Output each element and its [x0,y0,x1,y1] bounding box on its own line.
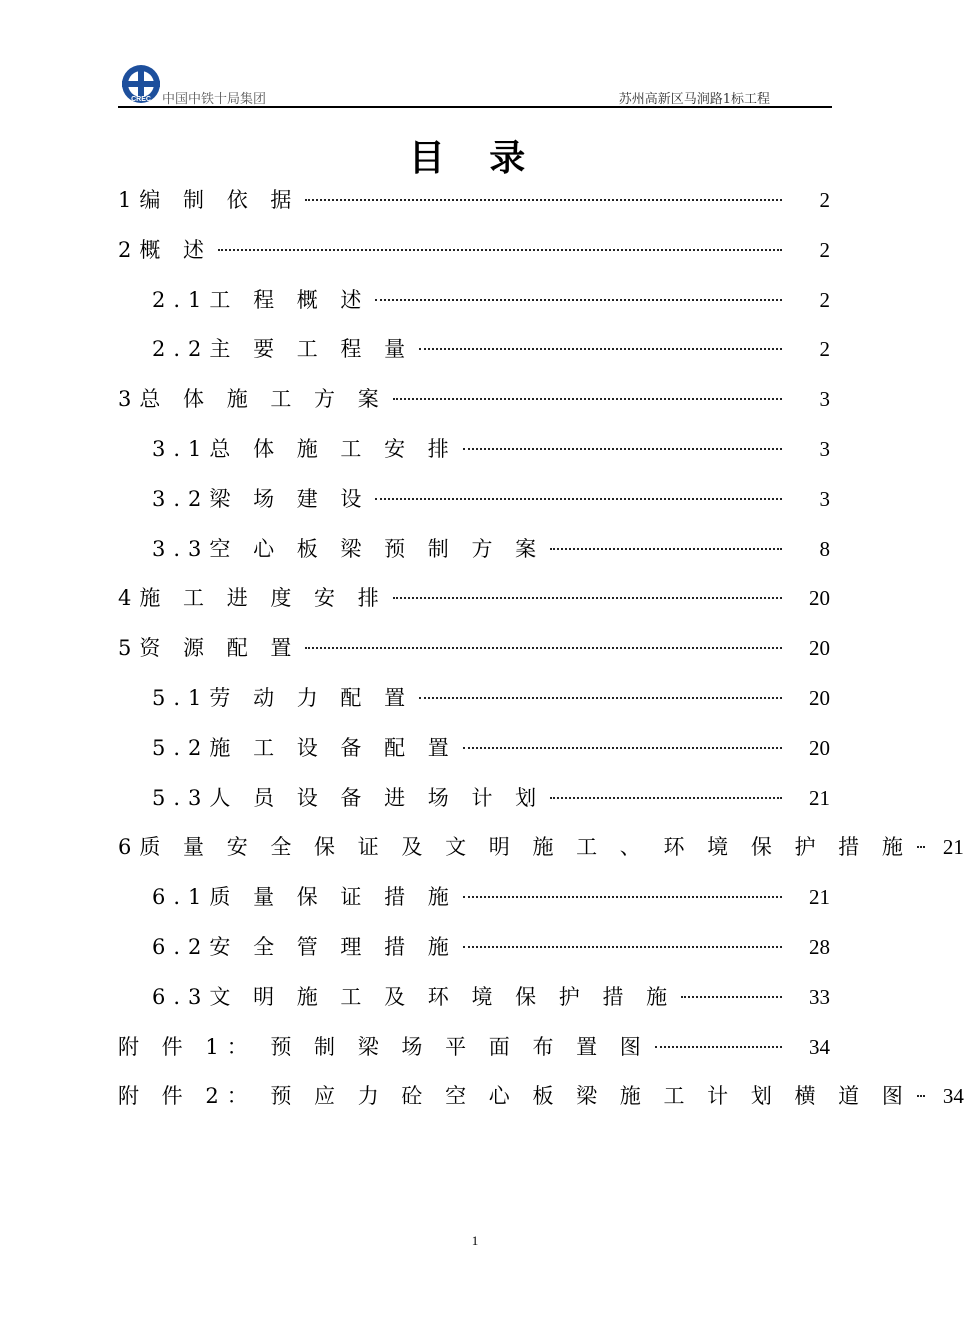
toc-entry[interactable] [118,881,830,931]
toc-leader-dots [218,249,782,251]
toc-entry[interactable] [118,533,830,583]
toc-entry-label: 2概 述 [118,237,213,262]
page-title: 目 录 [408,137,542,179]
toc-entry-page: 28 [809,934,830,959]
toc-entry[interactable] [118,383,830,433]
toc-entry[interactable] [118,782,830,832]
toc-leader-dots [917,1095,925,1097]
toc-entry-page: 8 [819,536,830,561]
toc-entry[interactable] [118,981,830,1031]
toc-entry-label: 5.1劳 动 力 配 置 [152,685,414,710]
toc-entry-page: 20 [809,735,830,760]
toc-entry-label: 3总 体 施 工 方 案 [118,387,387,412]
toc-entry[interactable] [118,483,830,533]
toc-entry-label: 4施 工 进 度 安 排 [118,586,387,611]
toc-entry-label: 6.1质 量 保 证 措 施 [152,885,457,910]
toc-entry-label: 1编 制 依 据 [118,188,300,212]
toc-entry-label: 3.2梁 场 建 设 [152,486,370,511]
toc-entry-page: 3 [819,387,830,412]
toc-leader-dots [463,946,782,948]
toc-entry-page: 34 [809,1034,830,1059]
toc-entry-page: 21 [809,785,830,810]
svg-text:CREC: CREC [131,96,151,103]
toc-entry-label: 3.3空 心 板 梁 预 制 方 案 [152,536,545,561]
toc-entry[interactable] [118,1031,830,1081]
toc-leader-dots [393,597,782,599]
toc-entry-label: 5资 源 配 置 [118,636,300,661]
toc-entry-label: 6质 量 安 全 保 证 及 文 明 施 工 、 环 境 保 护 措 施 [118,835,911,860]
toc-leader-dots [393,398,782,400]
toc-entry-page: 2 [819,237,830,262]
toc-entry-page: 33 [809,984,830,1009]
toc-leader-dots [463,747,782,749]
toc-entry[interactable] [118,682,830,732]
toc-leader-dots [917,846,925,848]
toc-entry-page: 2 [819,337,830,362]
header-rule [118,106,832,108]
toc-entry[interactable] [118,632,830,682]
page-header [118,64,832,108]
toc-entry-label: 3.1总 体 施 工 安 排 [152,436,457,461]
page-number: 1 [471,1233,479,1248]
toc-leader-dots [655,1046,782,1048]
toc-entry-page: 20 [809,636,830,661]
toc-leader-dots [305,199,782,201]
toc-entry-label: 2.1工 程 概 述 [152,287,370,312]
toc-entry-label: 附 件 1： 预 制 梁 场 平 面 布 置 图 [118,1034,649,1059]
toc-entry-page: 20 [809,685,830,710]
toc-entry-label: 5.2施 工 设 备 配 置 [152,735,457,760]
toc-entry[interactable] [118,931,830,981]
toc-entry-label: 2.2主 要 工 程 量 [152,337,414,362]
toc-entry-page: 21 [942,835,964,860]
toc-entry[interactable] [118,1080,964,1130]
toc-entry[interactable] [118,582,830,632]
toc-entry-page: 3 [819,436,830,461]
toc-entry-page: 34 [942,1084,964,1109]
toc-entry-label: 6.2安 全 管 理 措 施 [152,934,457,959]
toc-entry-page: 20 [809,586,830,611]
toc-entry[interactable] [118,433,830,483]
toc-entry[interactable] [118,831,964,881]
toc-entry[interactable] [118,284,830,334]
toc-leader-dots [463,448,782,450]
toc-entry-label: 5.3人 员 设 备 进 场 计 划 [152,785,545,810]
toc-entry[interactable] [118,732,830,782]
toc-leader-dots [550,548,782,550]
toc-entry-page: 21 [809,885,830,910]
crec-logo [118,64,164,104]
toc-leader-dots [375,498,782,500]
toc-leader-dots [419,697,782,699]
toc-leader-dots [375,299,782,301]
toc-leader-dots [550,797,782,799]
toc-entry[interactable] [118,184,830,234]
toc-leader-dots [681,996,782,998]
toc-entry-page: 3 [819,486,830,511]
toc-entry-label: 6.3文 明 施 工 及 环 境 保 护 措 施 [152,984,676,1009]
toc-entry-label: 附 件 2： 预 应 力 砼 空 心 板 梁 施 工 计 划 横 道 图 [118,1084,911,1109]
company-name: 中国中铁十局集团 [162,92,267,107]
project-name: 苏州高新区马涧路1标工程 [618,92,770,107]
toc-leader-dots [419,348,782,350]
toc-entry[interactable] [118,234,830,284]
toc-entry-page: 2 [819,287,830,312]
toc-leader-dots [305,647,782,649]
table-of-contents [118,184,964,1130]
toc-entry-page: 2 [819,188,830,212]
toc-leader-dots [463,896,782,898]
toc-entry[interactable] [118,333,830,383]
